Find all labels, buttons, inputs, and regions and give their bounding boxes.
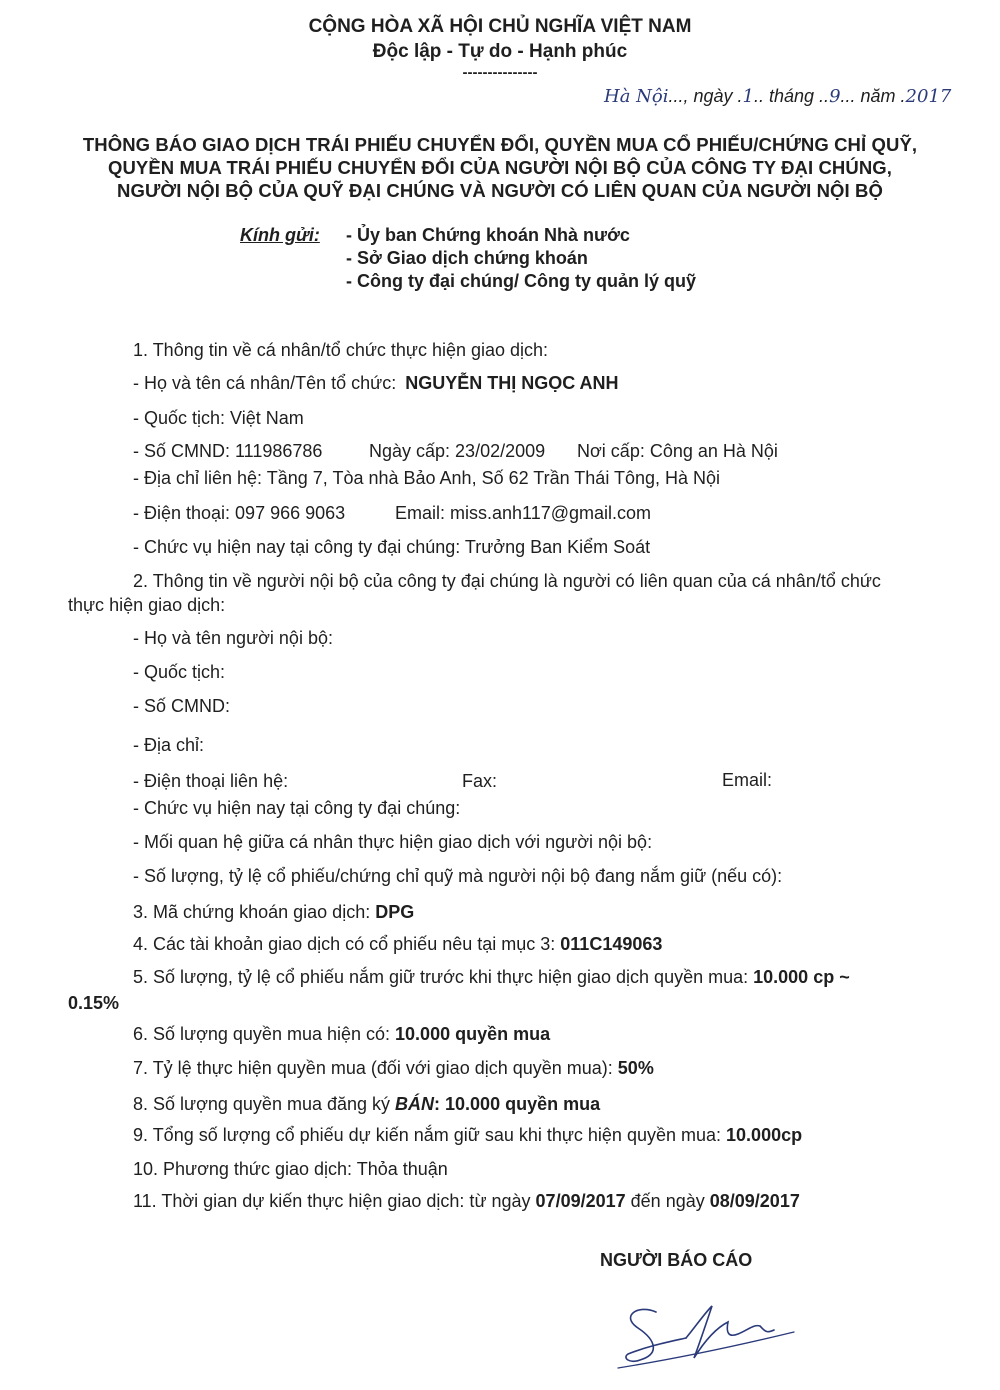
item-4: 4. Các tài khoản giao dịch có cổ phiếu nêu tại mục 3: 011C149063 (133, 934, 663, 954)
date-month: 9 (829, 86, 841, 107)
stock-code: DPG (375, 902, 415, 922)
header-divider: --------------- (462, 64, 538, 81)
insider-nationality: - Quốc tịch: (133, 662, 226, 682)
trading-account: 011C149063 (560, 934, 663, 954)
item-11: 11. Thời gian dự kiến thực hiện giao dịch: từ ngày 07/09/2017 đến ngày 08/09/2017 (133, 1191, 800, 1211)
recipient-2: - Sở Giao dịch chứng khoán (346, 248, 588, 268)
exercise-ratio: 50% (617, 1058, 654, 1078)
date-day: 1 (742, 86, 754, 107)
document-title-line1: THÔNG BÁO GIAO DỊCH TRÁI PHIẾU CHUYỂN ĐỔI, QUYỀN MUA CỔ PHIẾU/CHỨNG CHỈ QUỸ, (82, 134, 918, 155)
item-3: 3. Mã chứng khoán giao dịch: DPG (133, 902, 415, 922)
transactor-address: - Địa chỉ liên hệ: Tầng 7, Tòa nhà Bảo Anh, Số 62 Trần Thái Tông, Hà Nội (133, 468, 721, 488)
insider-email: Email: (722, 770, 773, 790)
item-10: 10. Phương thức giao dịch: Thỏa thuận (133, 1159, 448, 1179)
motto: Độc lập - Tự do - Hạnh phúc (372, 41, 628, 62)
recipients-label: Kính gửi: (240, 225, 320, 245)
transactor-email: Email: miss.anh117@gmail.com (395, 503, 652, 523)
insider-name: - Họ và tên người nội bộ: (133, 628, 333, 648)
transactor-id-number: - Số CMND: 111986786 (133, 441, 323, 461)
date-line: Hà Nội..., ngày .1.. tháng ..9... năm .2017 (604, 86, 952, 107)
insider-id-number: - Số CMND: (133, 696, 231, 716)
item-6: 6. Số lượng quyền mua hiện có: 10.000 quyền mua (133, 1024, 551, 1044)
transaction-type: BÁN (395, 1094, 435, 1114)
transactor-phone: - Điện thoại: 097 966 9063 (133, 503, 346, 523)
date-from: 07/09/2017 (535, 1191, 626, 1211)
date-to: 08/09/2017 (709, 1191, 800, 1211)
recipient-1: - Ủy ban Chứng khoán Nhà nước (346, 225, 630, 245)
transactor-id-date: Ngày cấp: 23/02/2009 (369, 441, 546, 461)
rights-registered: : 10.000 quyền mua (434, 1094, 601, 1114)
reporter-label: NGƯỜI BÁO CÁO (600, 1250, 753, 1270)
item-9: 9. Tổng số lượng cổ phiếu dự kiến nắm giữ sau khi thực hiện quyền mua: 10.000cp (133, 1125, 803, 1145)
transactor-name: NGUYỄN THỊ NGỌC ANH (405, 373, 619, 393)
nation-header: CỘNG HÒA XÃ HỘI CHỦ NGHĨA VIỆT NAM (308, 16, 692, 37)
insider-fax: Fax: (462, 771, 498, 791)
transactor-nationality: - Quốc tịch: Việt Nam (133, 408, 304, 428)
item-7: 7. Tỷ lệ thực hiện quyền mua (đối với giao dịch quyền mua): 50% (133, 1058, 654, 1078)
recipient-3: - Công ty đại chúng/ Công ty quản lý quỹ (346, 271, 696, 291)
signature-image (608, 1298, 808, 1378)
section1-heading: 1. Thông tin về cá nhân/tổ chức thực hiện giao dịch: (133, 340, 549, 360)
document-title-line3: NGƯỜI NỘI BỘ CỦA QUỸ ĐẠI CHÚNG VÀ NGƯỜI CÓ LIÊN QUAN CỦA NGƯỜI NỘI BỘ (117, 180, 883, 201)
holdings-before: 10.000 cp ~ (753, 967, 850, 987)
item-8: 8. Số lượng quyền mua đăng ký BÁN: 10.000 quyền mua (133, 1094, 601, 1114)
date-year: 2017 (905, 86, 952, 107)
section2-heading-line2: thực hiện giao dịch: (68, 595, 226, 615)
date-place: Hà Nội (604, 86, 669, 107)
insider-relationship: - Mối quan hệ giữa cá nhân thực hiện giao dịch với người nội bộ: (133, 832, 653, 852)
insider-address: - Địa chỉ: (133, 735, 205, 755)
holdings-after: 10.000cp (726, 1125, 803, 1145)
insider-holdings: - Số lượng, tỷ lệ cổ phiếu/chứng chỉ quỹ mà người nội bộ đang nắm giữ (nếu có): (133, 866, 783, 886)
section2-heading-line1: 2. Thông tin về người nội bộ của công ty đại chúng là người có liên quan của cá nhân/tổ chức (133, 571, 881, 591)
transactor-id-place: Nơi cấp: Công an Hà Nội (577, 441, 778, 461)
insider-phone: - Điện thoại liên hệ: (133, 771, 289, 791)
transactor-position: - Chức vụ hiện nay tại công ty đại chúng: Trưởng Ban Kiểm Soát (133, 537, 651, 557)
document-title-line2: QUYỀN MUA TRÁI PHIẾU CHUYỂN ĐỔI CỦA NGƯỜI NỘI BỘ CỦA CÔNG TY ĐẠI CHÚNG, (107, 157, 893, 178)
rights-held: 10.000 quyền mua (395, 1024, 551, 1044)
item-5: 5. Số lượng, tỷ lệ cổ phiếu nắm giữ trước khi thực hiện giao dịch quyền mua: 10.000 cp ~ (133, 967, 850, 987)
insider-position: - Chức vụ hiện nay tại công ty đại chúng: (133, 798, 461, 818)
holdings-before-ratio: 0.15% (68, 993, 120, 1013)
transactor-name-row: - Họ và tên cá nhân/Tên tổ chức: NGUYỄN THỊ NGỌC ANH (133, 373, 619, 393)
